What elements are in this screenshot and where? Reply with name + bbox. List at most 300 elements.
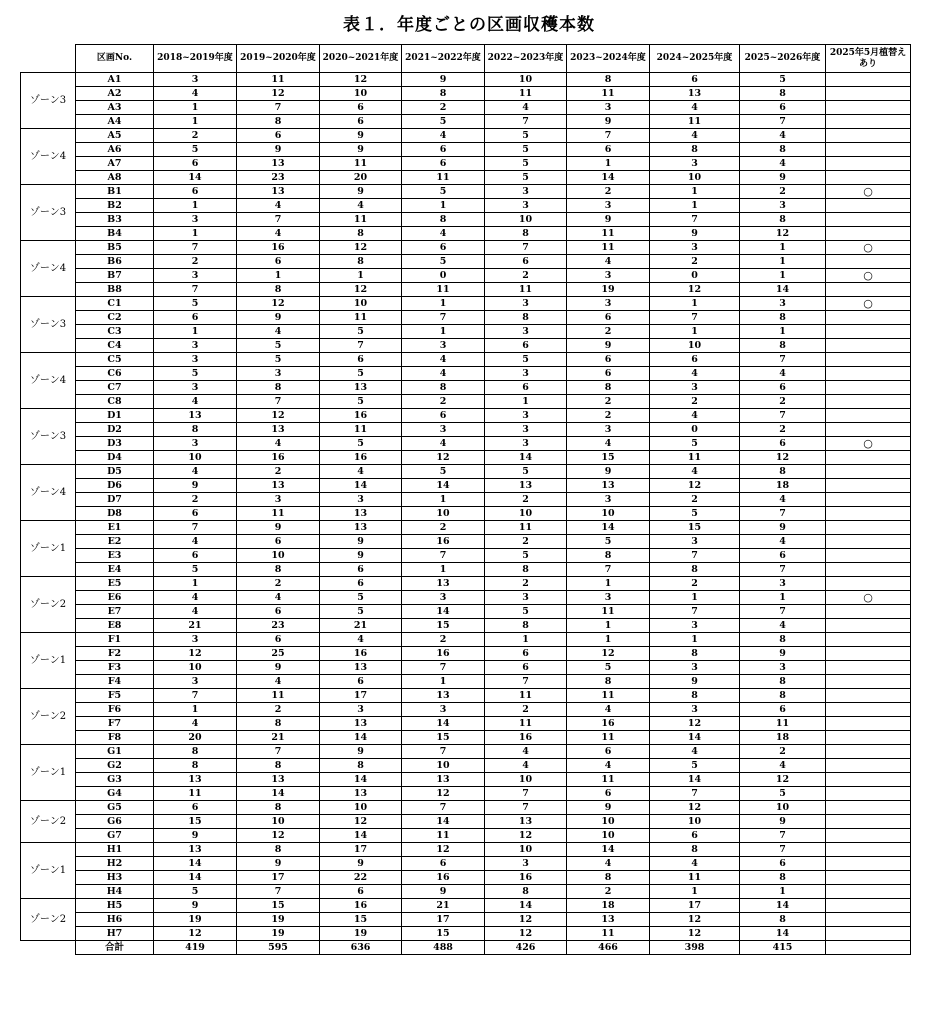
replant-mark: ○ bbox=[826, 591, 911, 605]
harvest-count: 8 bbox=[485, 885, 567, 899]
harvest-count: 9 bbox=[402, 73, 485, 87]
harvest-count: 7 bbox=[740, 829, 826, 843]
harvest-count: 12 bbox=[320, 241, 402, 255]
harvest-count: 9 bbox=[567, 339, 650, 353]
harvest-count: 6 bbox=[650, 353, 740, 367]
harvest-count: 1 bbox=[402, 199, 485, 213]
harvest-count: 8 bbox=[740, 339, 826, 353]
harvest-count: 15 bbox=[154, 815, 237, 829]
plot-id: C4 bbox=[76, 339, 154, 353]
harvest-count: 1 bbox=[740, 255, 826, 269]
harvest-count: 4 bbox=[567, 703, 650, 717]
harvest-count: 8 bbox=[237, 283, 320, 297]
harvest-count: 4 bbox=[740, 367, 826, 381]
table-row bbox=[21, 521, 911, 535]
plot-id: G7 bbox=[76, 829, 154, 843]
harvest-count: 6 bbox=[237, 535, 320, 549]
harvest-count: 4 bbox=[237, 437, 320, 451]
harvest-count: 1 bbox=[650, 185, 740, 199]
table-row bbox=[21, 451, 911, 465]
harvest-count: 9 bbox=[320, 535, 402, 549]
table-row bbox=[21, 829, 911, 843]
plot-id: D5 bbox=[76, 465, 154, 479]
harvest-count: 4 bbox=[650, 409, 740, 423]
harvest-count: 8 bbox=[650, 647, 740, 661]
harvest-count: 6 bbox=[567, 311, 650, 325]
table-header bbox=[21, 45, 911, 73]
harvest-count: 2 bbox=[567, 395, 650, 409]
harvest-count: 10 bbox=[740, 801, 826, 815]
harvest-count: 9 bbox=[567, 465, 650, 479]
column-header: 区画No. bbox=[76, 45, 154, 73]
harvest-count: 13 bbox=[485, 815, 567, 829]
harvest-count: 10 bbox=[650, 815, 740, 829]
harvest-count: 4 bbox=[567, 759, 650, 773]
harvest-count: 4 bbox=[237, 675, 320, 689]
column-header: 2025年5月植替えあり bbox=[826, 45, 911, 73]
harvest-count: 3 bbox=[402, 703, 485, 717]
harvest-count: 10 bbox=[485, 773, 567, 787]
zone-label: ゾーン2 bbox=[21, 899, 76, 941]
column-header: 2024~2025年度 bbox=[650, 45, 740, 73]
harvest-count: 3 bbox=[567, 199, 650, 213]
table-row bbox=[21, 871, 911, 885]
harvest-count: 1 bbox=[740, 591, 826, 605]
table-row bbox=[21, 661, 911, 675]
zone-label: ゾーン3 bbox=[21, 409, 76, 465]
table-row bbox=[21, 563, 911, 577]
harvest-count: 6 bbox=[402, 857, 485, 871]
harvest-count: 12 bbox=[154, 927, 237, 941]
harvest-count: 20 bbox=[320, 171, 402, 185]
harvest-count: 4 bbox=[320, 199, 402, 213]
harvest-count: 8 bbox=[237, 563, 320, 577]
harvest-count: 8 bbox=[320, 759, 402, 773]
harvest-count: 15 bbox=[237, 899, 320, 913]
table-row bbox=[21, 773, 911, 787]
harvest-count: 7 bbox=[485, 241, 567, 255]
plot-id: G4 bbox=[76, 787, 154, 801]
harvest-count: 2 bbox=[154, 493, 237, 507]
harvest-count: 1 bbox=[485, 633, 567, 647]
plot-id: C3 bbox=[76, 325, 154, 339]
harvest-count: 11 bbox=[650, 115, 740, 129]
harvest-count: 6 bbox=[237, 633, 320, 647]
table-row bbox=[21, 633, 911, 647]
plot-id: G6 bbox=[76, 815, 154, 829]
harvest-count: 1 bbox=[740, 269, 826, 283]
harvest-count: 6 bbox=[740, 703, 826, 717]
harvest-count: 10 bbox=[567, 829, 650, 843]
harvest-count: 12 bbox=[485, 913, 567, 927]
harvest-count: 6 bbox=[402, 241, 485, 255]
harvest-count: 8 bbox=[740, 311, 826, 325]
zone-label: ゾーン1 bbox=[21, 843, 76, 899]
harvest-count: 11 bbox=[485, 87, 567, 101]
harvest-count: 15 bbox=[402, 619, 485, 633]
harvest-count: 7 bbox=[237, 101, 320, 115]
zone-label: ゾーン2 bbox=[21, 577, 76, 633]
harvest-count: 5 bbox=[485, 129, 567, 143]
harvest-count: 6 bbox=[320, 101, 402, 115]
table-row bbox=[21, 73, 911, 87]
harvest-count: 14 bbox=[320, 479, 402, 493]
table-row bbox=[21, 353, 911, 367]
harvest-count: 10 bbox=[402, 759, 485, 773]
harvest-count: 13 bbox=[320, 381, 402, 395]
harvest-count: 2 bbox=[740, 745, 826, 759]
replant-mark: ○ bbox=[826, 185, 911, 199]
harvest-count: 12 bbox=[650, 927, 740, 941]
harvest-count: 4 bbox=[402, 437, 485, 451]
harvest-count: 10 bbox=[485, 843, 567, 857]
harvest-count: 7 bbox=[740, 563, 826, 577]
harvest-count: 6 bbox=[740, 381, 826, 395]
harvest-count: 8 bbox=[740, 143, 826, 157]
harvest-count: 3 bbox=[237, 493, 320, 507]
harvest-count: 5 bbox=[402, 185, 485, 199]
harvest-count: 10 bbox=[650, 171, 740, 185]
harvest-count: 5 bbox=[320, 605, 402, 619]
harvest-count: 12 bbox=[650, 913, 740, 927]
table-row bbox=[21, 577, 911, 591]
harvest-count: 8 bbox=[567, 549, 650, 563]
table-row bbox=[21, 269, 911, 283]
table-row bbox=[21, 325, 911, 339]
harvest-count: 17 bbox=[402, 913, 485, 927]
harvest-count: 14 bbox=[402, 605, 485, 619]
harvest-count: 4 bbox=[650, 101, 740, 115]
table-row bbox=[21, 143, 911, 157]
harvest-count: 7 bbox=[740, 115, 826, 129]
replant-mark bbox=[826, 773, 911, 787]
plot-id: D1 bbox=[76, 409, 154, 423]
harvest-count: 3 bbox=[154, 675, 237, 689]
replant-mark bbox=[826, 717, 911, 731]
harvest-count: 4 bbox=[567, 437, 650, 451]
harvest-count: 6 bbox=[320, 577, 402, 591]
replant-mark bbox=[826, 619, 911, 633]
replant-mark bbox=[826, 409, 911, 423]
total-count: 398 bbox=[650, 941, 740, 955]
harvest-count: 11 bbox=[567, 87, 650, 101]
replant-mark bbox=[826, 367, 911, 381]
replant-mark bbox=[826, 199, 911, 213]
harvest-count: 5 bbox=[485, 171, 567, 185]
harvest-count: 3 bbox=[650, 619, 740, 633]
harvest-count: 13 bbox=[485, 479, 567, 493]
column-header: 2018~2019年度 bbox=[154, 45, 237, 73]
harvest-count: 3 bbox=[485, 199, 567, 213]
replant-mark bbox=[826, 339, 911, 353]
table-row bbox=[21, 465, 911, 479]
replant-mark bbox=[826, 759, 911, 773]
replant-mark bbox=[826, 171, 911, 185]
harvest-count: 3 bbox=[567, 269, 650, 283]
replant-mark bbox=[826, 493, 911, 507]
harvest-count: 14 bbox=[567, 171, 650, 185]
harvest-count: 18 bbox=[740, 731, 826, 745]
harvest-count: 12 bbox=[402, 451, 485, 465]
harvest-count: 21 bbox=[320, 619, 402, 633]
harvest-count: 4 bbox=[320, 465, 402, 479]
harvest-count: 12 bbox=[650, 717, 740, 731]
harvest-count: 8 bbox=[650, 143, 740, 157]
harvest-count: 16 bbox=[237, 451, 320, 465]
harvest-count: 1 bbox=[402, 675, 485, 689]
harvest-count: 11 bbox=[237, 507, 320, 521]
plot-id: D8 bbox=[76, 507, 154, 521]
plot-id: H3 bbox=[76, 871, 154, 885]
harvest-count: 14 bbox=[485, 899, 567, 913]
harvest-count: 2 bbox=[650, 493, 740, 507]
replant-mark bbox=[826, 73, 911, 87]
harvest-count: 2 bbox=[485, 535, 567, 549]
harvest-count: 6 bbox=[154, 549, 237, 563]
plot-id: B3 bbox=[76, 213, 154, 227]
harvest-table bbox=[20, 44, 911, 955]
harvest-count: 1 bbox=[154, 703, 237, 717]
table-row bbox=[21, 927, 911, 941]
plot-id: G1 bbox=[76, 745, 154, 759]
harvest-count: 3 bbox=[650, 157, 740, 171]
harvest-count: 4 bbox=[740, 759, 826, 773]
harvest-count: 11 bbox=[402, 283, 485, 297]
replant-mark bbox=[826, 143, 911, 157]
harvest-count: 9 bbox=[154, 829, 237, 843]
harvest-count: 3 bbox=[237, 367, 320, 381]
harvest-count: 5 bbox=[650, 507, 740, 521]
harvest-count: 6 bbox=[485, 381, 567, 395]
harvest-count: 25 bbox=[237, 647, 320, 661]
total-count: 488 bbox=[402, 941, 485, 955]
harvest-count: 8 bbox=[237, 759, 320, 773]
harvest-count: 10 bbox=[154, 661, 237, 675]
harvest-count: 6 bbox=[567, 745, 650, 759]
harvest-count: 14 bbox=[567, 521, 650, 535]
harvest-count: 3 bbox=[650, 703, 740, 717]
table-row bbox=[21, 157, 911, 171]
harvest-count: 3 bbox=[567, 101, 650, 115]
harvest-count: 4 bbox=[402, 129, 485, 143]
harvest-count: 6 bbox=[740, 437, 826, 451]
harvest-count: 14 bbox=[740, 927, 826, 941]
plot-id: E2 bbox=[76, 535, 154, 549]
harvest-count: 3 bbox=[485, 591, 567, 605]
header-zone-blank bbox=[21, 45, 76, 73]
harvest-count: 8 bbox=[402, 87, 485, 101]
harvest-count: 12 bbox=[320, 73, 402, 87]
harvest-count: 14 bbox=[154, 171, 237, 185]
plot-id: F6 bbox=[76, 703, 154, 717]
harvest-count: 6 bbox=[567, 353, 650, 367]
replant-mark bbox=[826, 129, 911, 143]
harvest-count: 2 bbox=[740, 395, 826, 409]
harvest-count: 6 bbox=[320, 885, 402, 899]
table-row bbox=[21, 857, 911, 871]
plot-id: A3 bbox=[76, 101, 154, 115]
replant-mark bbox=[826, 521, 911, 535]
harvest-count: 3 bbox=[650, 381, 740, 395]
table-title: 表１．年度ごとの区画収穫本数 bbox=[343, 15, 595, 35]
plot-id: B2 bbox=[76, 199, 154, 213]
plot-id: B6 bbox=[76, 255, 154, 269]
harvest-count: 1 bbox=[740, 241, 826, 255]
harvest-count: 8 bbox=[567, 675, 650, 689]
harvest-count: 3 bbox=[650, 535, 740, 549]
replant-mark bbox=[826, 661, 911, 675]
harvest-count: 2 bbox=[402, 521, 485, 535]
harvest-count: 3 bbox=[320, 493, 402, 507]
table-row bbox=[21, 549, 911, 563]
replant-mark bbox=[826, 563, 911, 577]
harvest-count: 8 bbox=[237, 717, 320, 731]
harvest-count: 17 bbox=[320, 843, 402, 857]
harvest-count: 9 bbox=[237, 661, 320, 675]
harvest-count: 11 bbox=[567, 241, 650, 255]
table-row bbox=[21, 409, 911, 423]
harvest-count: 12 bbox=[237, 829, 320, 843]
harvest-count: 1 bbox=[402, 563, 485, 577]
harvest-count: 17 bbox=[650, 899, 740, 913]
zone-label: ゾーン3 bbox=[21, 73, 76, 129]
plot-id: A7 bbox=[76, 157, 154, 171]
harvest-count: 7 bbox=[740, 843, 826, 857]
harvest-count: 3 bbox=[650, 661, 740, 675]
harvest-count: 21 bbox=[154, 619, 237, 633]
harvest-count: 1 bbox=[154, 115, 237, 129]
harvest-count: 7 bbox=[650, 311, 740, 325]
harvest-count: 9 bbox=[650, 675, 740, 689]
harvest-count: 5 bbox=[402, 115, 485, 129]
harvest-count: 5 bbox=[485, 157, 567, 171]
plot-id: B5 bbox=[76, 241, 154, 255]
harvest-count: 11 bbox=[567, 689, 650, 703]
harvest-count: 5 bbox=[402, 255, 485, 269]
harvest-count: 17 bbox=[237, 871, 320, 885]
harvest-count: 3 bbox=[154, 339, 237, 353]
harvest-count: 0 bbox=[402, 269, 485, 283]
plot-id: A6 bbox=[76, 143, 154, 157]
harvest-count: 3 bbox=[485, 185, 567, 199]
total-zone-blank bbox=[21, 941, 76, 955]
plot-id: H2 bbox=[76, 857, 154, 871]
table-row bbox=[21, 395, 911, 409]
replant-mark bbox=[826, 633, 911, 647]
harvest-count: 9 bbox=[237, 143, 320, 157]
harvest-count: 9 bbox=[320, 143, 402, 157]
replant-mark bbox=[826, 101, 911, 115]
harvest-count: 5 bbox=[485, 549, 567, 563]
harvest-count: 3 bbox=[740, 577, 826, 591]
plot-id: F4 bbox=[76, 675, 154, 689]
harvest-count: 9 bbox=[650, 227, 740, 241]
harvest-count: 13 bbox=[320, 787, 402, 801]
harvest-count: 6 bbox=[320, 563, 402, 577]
harvest-count: 4 bbox=[650, 367, 740, 381]
harvest-count: 9 bbox=[740, 815, 826, 829]
harvest-count: 9 bbox=[154, 899, 237, 913]
harvest-count: 4 bbox=[237, 591, 320, 605]
harvest-count: 6 bbox=[154, 185, 237, 199]
plot-id: B4 bbox=[76, 227, 154, 241]
harvest-count: 9 bbox=[402, 885, 485, 899]
harvest-count: 7 bbox=[402, 661, 485, 675]
harvest-count: 8 bbox=[567, 871, 650, 885]
replant-mark bbox=[826, 325, 911, 339]
plot-id: A5 bbox=[76, 129, 154, 143]
harvest-count: 8 bbox=[740, 87, 826, 101]
harvest-count: 6 bbox=[485, 255, 567, 269]
harvest-count: 12 bbox=[320, 815, 402, 829]
column-header: 2022~2023年度 bbox=[485, 45, 567, 73]
harvest-count: 1 bbox=[402, 297, 485, 311]
harvest-count: 1 bbox=[237, 269, 320, 283]
column-header: 2020~2021年度 bbox=[320, 45, 402, 73]
harvest-count: 7 bbox=[237, 213, 320, 227]
harvest-count: 8 bbox=[740, 213, 826, 227]
table-row bbox=[21, 899, 911, 913]
harvest-count: 7 bbox=[740, 409, 826, 423]
harvest-count: 6 bbox=[485, 339, 567, 353]
zone-label: ゾーン4 bbox=[21, 241, 76, 297]
harvest-count: 18 bbox=[567, 899, 650, 913]
table-row bbox=[21, 423, 911, 437]
plot-id: D7 bbox=[76, 493, 154, 507]
table-row bbox=[21, 759, 911, 773]
zone-label: ゾーン2 bbox=[21, 801, 76, 843]
harvest-count: 7 bbox=[740, 507, 826, 521]
table-row bbox=[21, 535, 911, 549]
harvest-count: 5 bbox=[154, 143, 237, 157]
harvest-count: 8 bbox=[740, 675, 826, 689]
plot-id: H5 bbox=[76, 899, 154, 913]
harvest-count: 12 bbox=[154, 647, 237, 661]
harvest-count: 9 bbox=[740, 521, 826, 535]
zone-label: ゾーン2 bbox=[21, 689, 76, 745]
harvest-count: 6 bbox=[567, 787, 650, 801]
plot-id: E5 bbox=[76, 577, 154, 591]
replant-mark bbox=[826, 423, 911, 437]
harvest-count: 13 bbox=[320, 717, 402, 731]
harvest-count: 12 bbox=[567, 647, 650, 661]
replant-mark: ○ bbox=[826, 269, 911, 283]
plot-id: G3 bbox=[76, 773, 154, 787]
harvest-count: 12 bbox=[237, 297, 320, 311]
harvest-count: 7 bbox=[402, 311, 485, 325]
harvest-count: 2 bbox=[567, 885, 650, 899]
harvest-count: 6 bbox=[402, 409, 485, 423]
plot-id: F8 bbox=[76, 731, 154, 745]
table-row bbox=[21, 255, 911, 269]
harvest-count: 8 bbox=[237, 115, 320, 129]
harvest-count: 5 bbox=[320, 591, 402, 605]
column-header: 2023~2024年度 bbox=[567, 45, 650, 73]
harvest-count: 12 bbox=[740, 773, 826, 787]
harvest-count: 14 bbox=[740, 283, 826, 297]
harvest-count: 16 bbox=[402, 535, 485, 549]
harvest-count: 11 bbox=[237, 689, 320, 703]
harvest-count: 3 bbox=[740, 297, 826, 311]
total-row bbox=[21, 941, 911, 955]
harvest-count: 11 bbox=[320, 423, 402, 437]
harvest-count: 10 bbox=[237, 549, 320, 563]
table-row bbox=[21, 493, 911, 507]
harvest-count: 14 bbox=[402, 815, 485, 829]
harvest-count: 6 bbox=[320, 115, 402, 129]
harvest-count: 7 bbox=[567, 129, 650, 143]
harvest-count: 10 bbox=[485, 213, 567, 227]
